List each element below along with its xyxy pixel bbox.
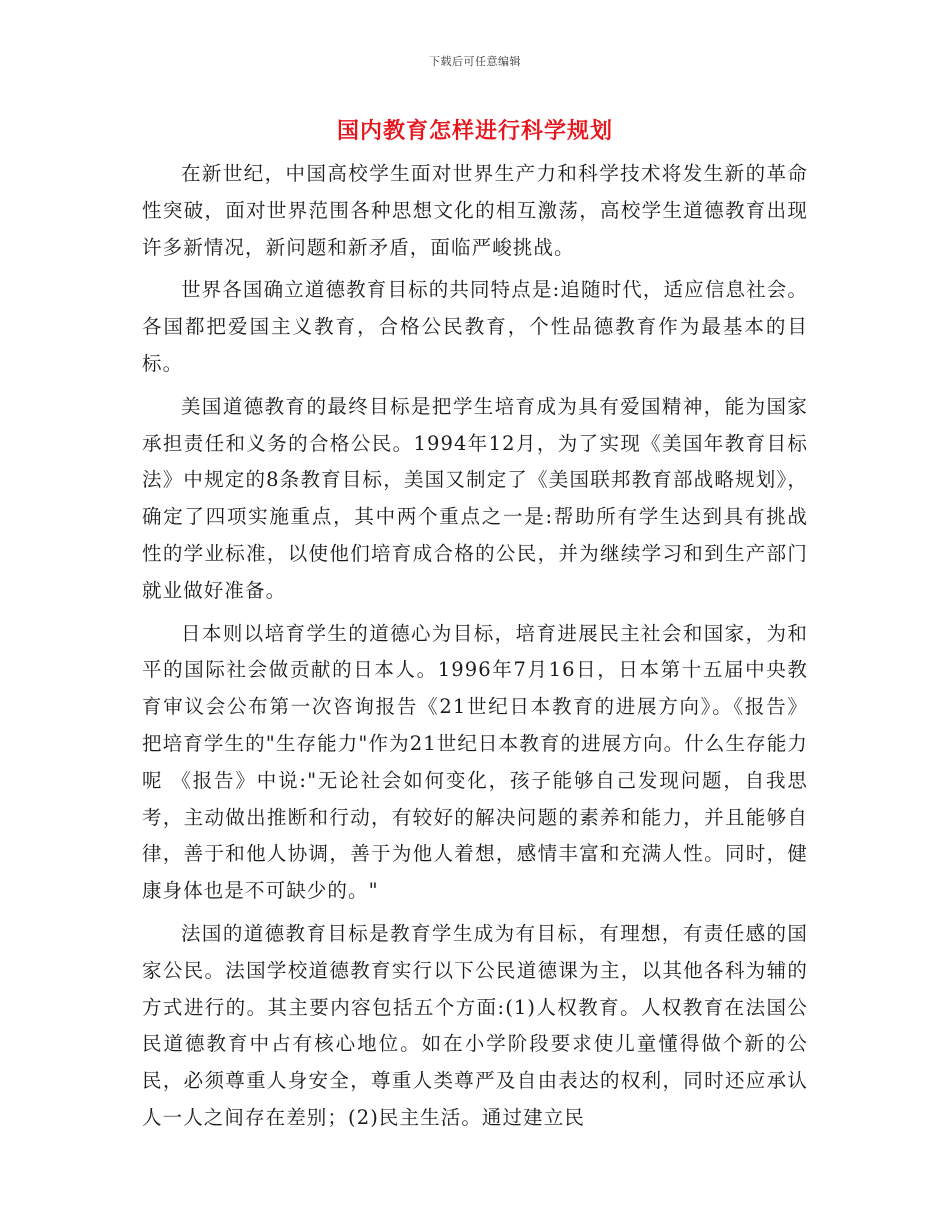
paragraph-usa: 美国道德教育的最终目标是把学生培育成为具有爱国精神，能为国家承担责任和义务的合格公民。1994年12月，为了实现《美国年教育目标法》中规定的8条教育目标，美国又制定了《美国联邦教育部战略规划》，确定了四项实施重点，其中两个重点之一是:帮助所有学生达到具有挑战性的学业标准，以使他们培育成合格的公民，并为继续学习和到生产部门就业做好准备。	[142, 394, 808, 602]
paragraph-japan: 日本则以培育学生的道德心为目标，培育进展民主社会和国家，为和平的国际社会做贡献的日本人。1996年7月16日，日本第十五届中央教育审议会公布第一次咨询报告《21世纪日本教育的进展方向》。《报告》把培育学生的"生存能力"作为21世纪日本教育的进展方向。什么生存能力呢 《报告》中说:"无论社会如何变化，孩子能够自己发现问题，自我思考，主动做出推断和行动，有较好的解决问题的素养和能力，并且能够自律，善于和他人协调，善于为他人着想，感情丰富和充满人性。同时，健康身体也是不可缺少的。"	[142, 621, 808, 903]
paragraph-intro: 在新世纪，中国高校学生面对世界生产力和科学技术将发生新的革命性突破，面对世界范围各种思想文化的相互激荡，高校学生道德教育出现许多新情况，新问题和新矛盾，面临严峻挑战。	[142, 162, 808, 259]
paragraph-france: 法国的道德教育目标是教育学生成为有目标，有理想，有责任感的国家公民。法国学校道德教育实行以下公民道德课为主，以其他各科为辅的方式进行的。其主要内容包括五个方面:(1)人权教育。人权教育在法国公民道德教育中占有核心地位。如在小学阶段要求使儿童懂得做个新的公民，必须尊重人身安全，尊重人类尊严及自由表达的权利，同时还应承认人一人之间存在差别；(2)民主生活。通过建立民	[142, 921, 808, 1129]
header-note: 下载后可任意编辑	[429, 55, 521, 68]
paragraph-common-goals: 世界各国确立道德教育目标的共同特点是:追随时代，适应信息社会。各国都把爱国主义教育，合格公民教育，个性品德教育作为最基本的目标。	[142, 278, 808, 375]
document-body	[142, 156, 808, 1143]
page-title: 国内教育怎样进行科学规划	[336, 118, 613, 144]
